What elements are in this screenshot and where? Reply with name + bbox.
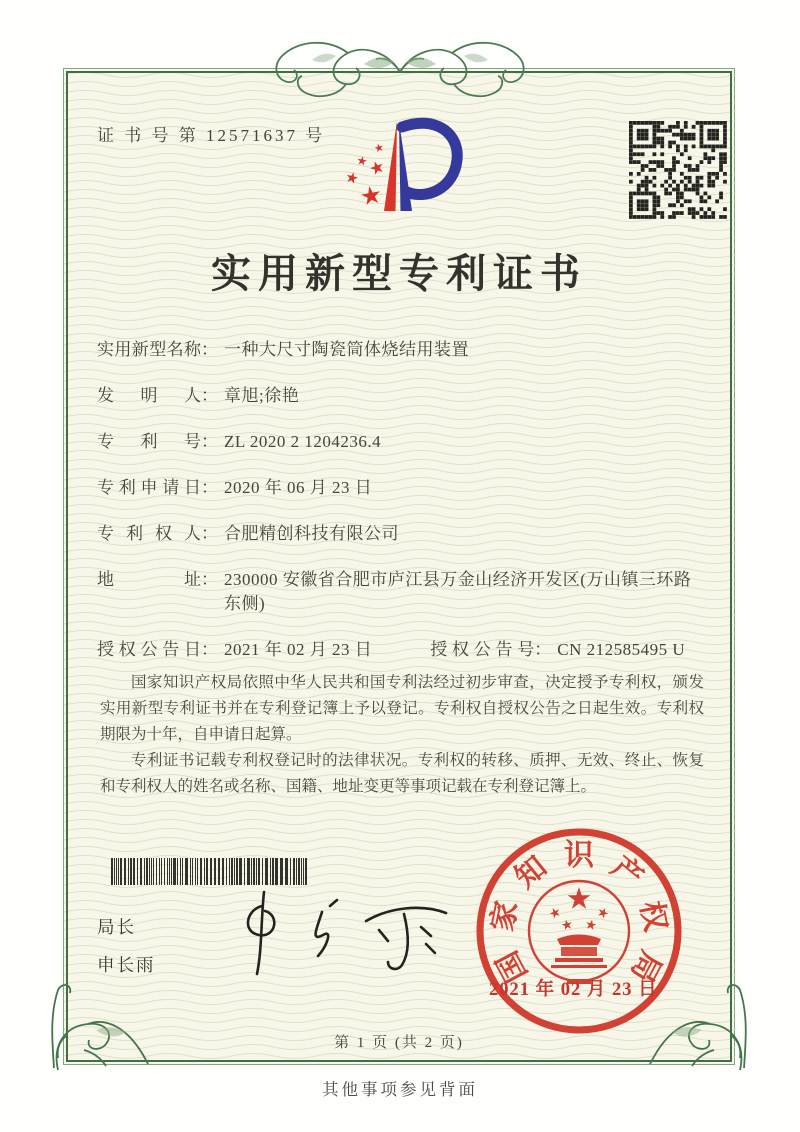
field-value: 一种大尺寸陶瓷筒体烧结用装置 [224, 340, 469, 359]
field-label: 授权公告号 [430, 640, 535, 659]
field-row: 地址： 230000 安徽省合肥市庐江县万金山经济开发区(万山镇三环路东侧) [97, 568, 707, 616]
field-value: 2020 年 06 月 23 日 [224, 478, 373, 497]
legal-paragraph: 国家知识产权局依照中华人民共和国专利法经过初步审查，决定授予专利权，颁发实用新型专利证书并在专利登记簿上予以登记。专利权自授权公告之日起生效。专利权期限为十年，自申请日起算。 [100, 674, 704, 743]
field-value: 合肥精创科技有限公司 [224, 524, 399, 543]
field-value: 章旭;徐艳 [224, 386, 300, 405]
field-label: 专利申请日 [97, 478, 201, 497]
certificate-frame [63, 68, 735, 1065]
svg-text:识: 识 [564, 839, 594, 872]
field-label: 专利号 [97, 432, 201, 451]
seal-date: 2021 年 02 月 23 日 [489, 980, 658, 1000]
signature-icon [214, 884, 484, 994]
certificate-number: 证 书 号 第 12571637 号 [97, 126, 326, 145]
corner-flourish-ornament [44, 980, 164, 1076]
qr-code-icon [629, 121, 727, 219]
legal-text [100, 670, 704, 800]
field-row: 实用新型名称： 一种大尺寸陶瓷筒体烧结用装置 [97, 338, 707, 362]
field-value: 2021 年 02 月 23 日 [224, 640, 373, 659]
field-label: 专利权人 [97, 524, 201, 543]
field-value: CN 212585495 U [557, 640, 686, 659]
svg-text:国: 国 [490, 945, 534, 988]
svg-text:产: 产 [604, 850, 649, 895]
logo-stars [345, 143, 385, 206]
field-row: 授权公告日： 2021 年 02 月 23 日 授权公告号： CN 212585495 U [97, 638, 707, 662]
field-label: 发明人 [97, 386, 201, 405]
director-name: 申长雨 [97, 955, 156, 975]
field-label: 授权公告日 [97, 640, 201, 659]
corner-flourish-ornament [634, 980, 754, 1076]
page-indicator: 第 1 页 (共 2 页) [334, 1035, 464, 1051]
field-label: 地址 [97, 570, 201, 589]
top-flourish-ornament [268, 30, 532, 106]
legal-paragraph: 专利证书记载专利权登记时的法律状况。专利权的转移、质押、无效、终止、恢复和专利权人的姓名或名称、国籍、地址变更等事项记载在专利登记簿上。 [100, 752, 704, 795]
svg-text:家: 家 [485, 898, 525, 935]
field-row: 专利号： ZL 2020 2 1204236.4 [97, 430, 707, 454]
svg-text:局: 局 [624, 945, 668, 988]
field-label: 实用新型名称 [97, 340, 201, 359]
certificate-title: 实用新型专利证书 [211, 251, 587, 296]
field-value: ZL 2020 2 1204236.4 [224, 432, 382, 451]
svg-text:知: 知 [509, 850, 554, 895]
national-emblem [548, 887, 610, 984]
field-row: 发明人： 章旭;徐艳 [97, 384, 707, 408]
director-block [97, 914, 156, 990]
director-title: 局长 [97, 917, 136, 937]
cnipa-patent-logo-icon [327, 113, 467, 225]
back-note: 其他事项参见背面 [322, 1080, 478, 1099]
field-list [97, 338, 707, 684]
svg-text:权: 权 [633, 898, 673, 935]
field-row: 专利权人： 合肥精创科技有限公司 [97, 522, 707, 546]
barcode-icon [111, 858, 313, 885]
field-value: 230000 安徽省合肥市庐江县万金山经济开发区(万山镇三环路东侧) [224, 570, 692, 613]
field-row: 专利申请日： 2020 年 06 月 23 日 [97, 476, 707, 500]
